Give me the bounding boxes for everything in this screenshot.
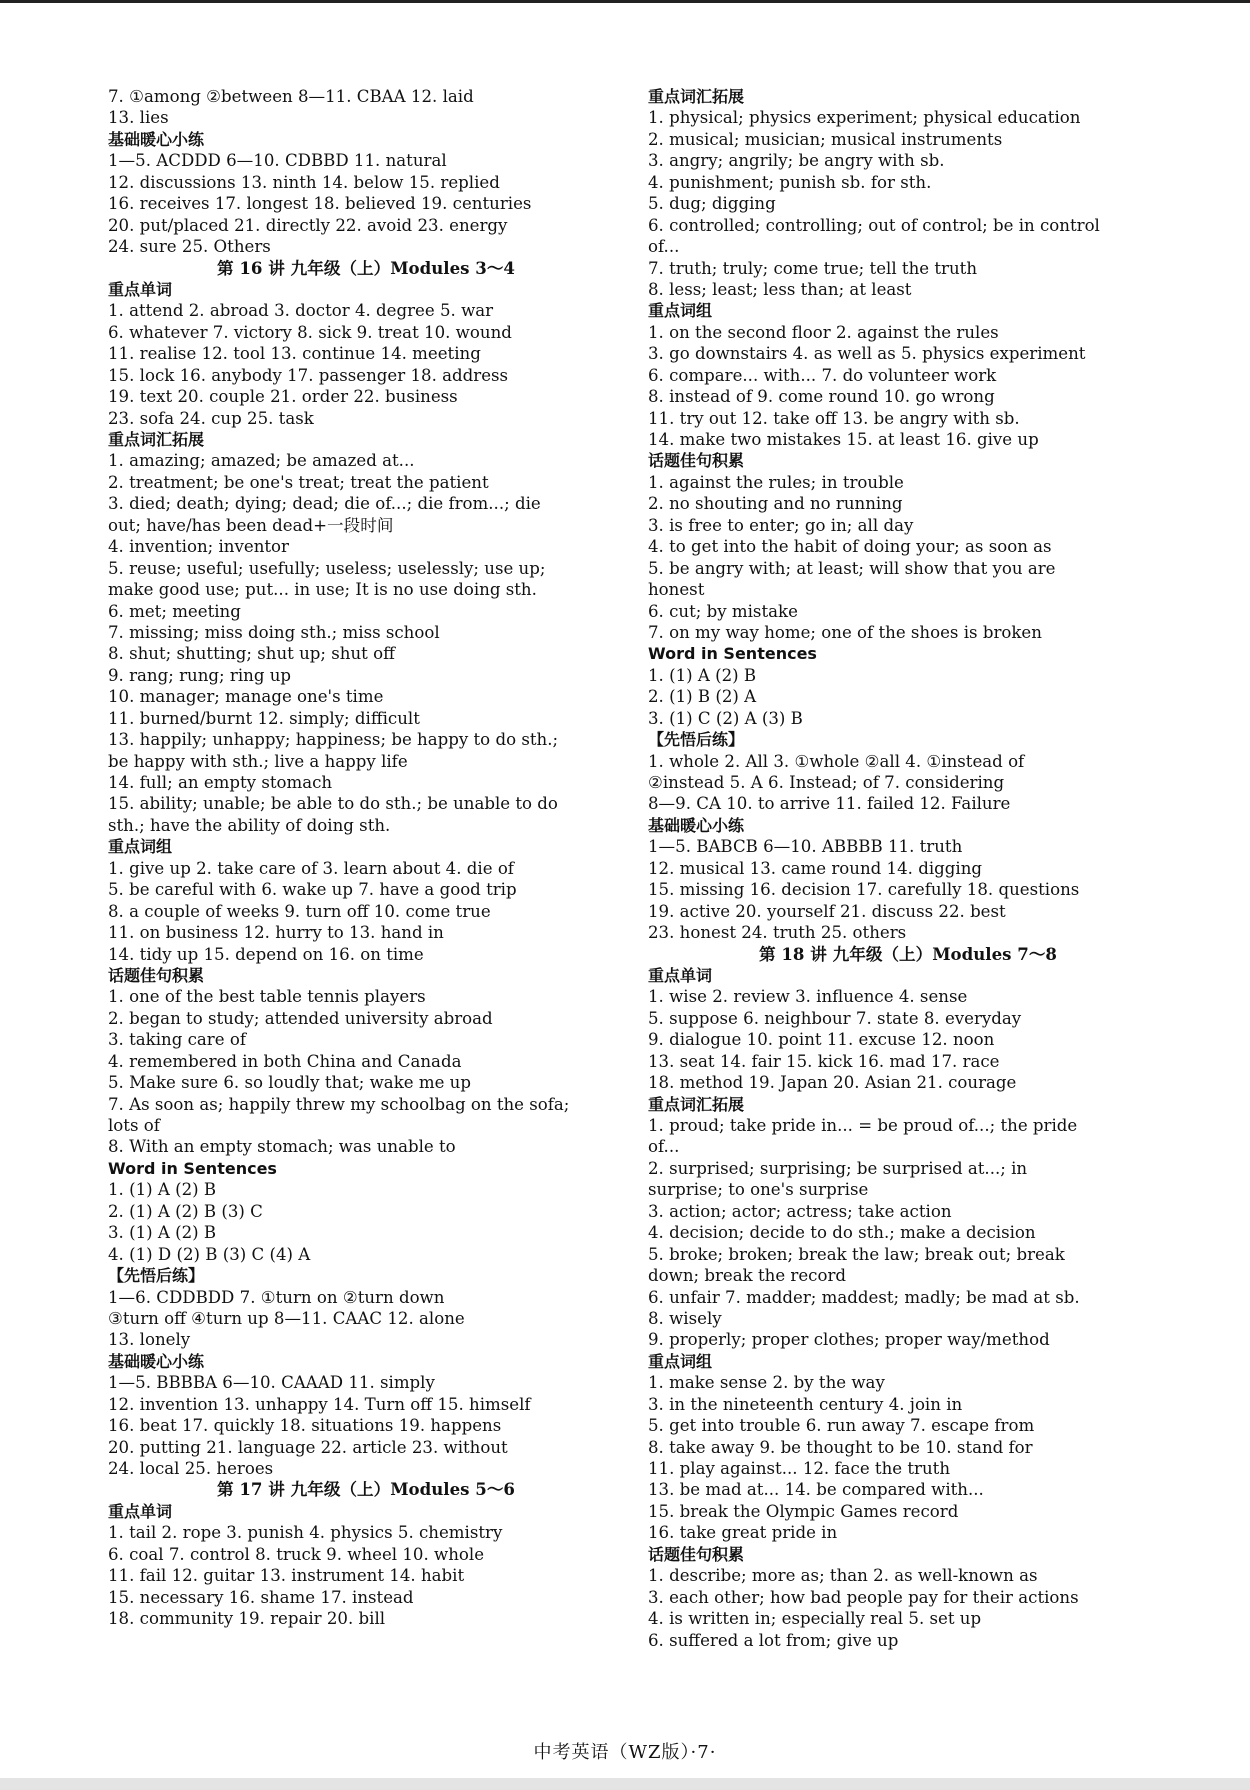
- answer-line: 18. community 19. repair 20. bill: [108, 1609, 386, 1629]
- answer-line: 23. sofa 24. cup 25. task: [108, 408, 314, 428]
- answer-line: 6. coal 7. control 8. truck 9. wheel 10. whole: [108, 1544, 485, 1564]
- answer-line: 13. lonely: [108, 1330, 191, 1350]
- answer-line: 8. wisely: [648, 1308, 722, 1328]
- answer-line: 1. wise 2. review 3. influence 4. sense: [648, 987, 968, 1007]
- answer-line: of...: [648, 1137, 680, 1157]
- answer-line: 5. reuse; useful; usefully; useless; uselessly; use up;: [108, 558, 546, 578]
- answer-line: 3. in the nineteenth century 4. join in: [648, 1394, 963, 1414]
- answer-line: 10. manager; manage one's time: [108, 687, 384, 707]
- answer-line: 4. is written in; especially real 5. set up: [648, 1609, 982, 1629]
- section-heading: Word in Sentences: [108, 1158, 277, 1178]
- answer-line: 9. properly; proper clothes; proper way/method: [648, 1330, 1050, 1350]
- left-column: [108, 86, 624, 1630]
- answer-line: 1—5. BABCB 6—10. ABBBB 11. truth: [648, 837, 963, 857]
- answer-line: 3. go downstairs 4. as well as 5. physics experiment: [648, 344, 1086, 364]
- answer-line: 7. on my way home; one of the shoes is broken: [648, 622, 1042, 642]
- answer-line: 1. make sense 2. by the way: [648, 1373, 885, 1393]
- answer-line: 13. happily; unhappy; happiness; be happy to do sth.;: [108, 730, 559, 750]
- answer-line: 11. fail 12. guitar 13. instrument 14. habit: [108, 1566, 465, 1586]
- answer-line: 15. ability; unable; be able to do sth.; be unable to do: [108, 794, 558, 814]
- answer-line: 11. try out 12. take off 13. be angry with sb.: [648, 408, 1020, 428]
- answer-line: 6. controlled; controlling; out of control; be in control: [648, 215, 1100, 235]
- answer-line: down; break the record: [648, 1266, 847, 1286]
- answer-line: 7. ①among ②between 8—11. CBAA 12. laid: [108, 87, 474, 106]
- answer-line: 11. realise 12. tool 13. continue 14. meeting: [108, 344, 481, 364]
- answer-line: lots of: [108, 1116, 160, 1135]
- answer-line: 11. play against... 12. face the truth: [648, 1459, 951, 1478]
- lesson-title: 第 16 讲 九年级（上）Modules 3～4: [217, 257, 515, 278]
- answer-line: 16. receives 17. longest 18. believed 19. centuries: [108, 194, 532, 214]
- answer-line: 4. remembered in both China and Canada: [108, 1051, 462, 1071]
- top-rule: [0, 0, 1250, 3]
- answer-line: 1—5. BBBBA 6—10. CAAAD 11. simply: [108, 1373, 435, 1393]
- answer-line: 16. take great pride in: [648, 1523, 838, 1543]
- answer-line: 23. honest 24. truth 25. others: [648, 923, 907, 943]
- section-heading: 【先悟后练】: [648, 730, 745, 750]
- answer-line: 14. full; an empty stomach: [108, 773, 333, 792]
- answer-line: 11. on business 12. hurry to 13. hand in: [108, 923, 444, 943]
- answer-line: 2. musical; musician; musical instruments: [648, 129, 1003, 149]
- section-heading: 重点词组: [648, 1351, 713, 1371]
- answer-line: 7. As soon as; happily threw my schoolbag on the sofa;: [108, 1094, 570, 1114]
- answer-line: 2. (1) B (2) A: [648, 687, 757, 707]
- answer-line: 4. to get into the habit of doing your; as soon as: [648, 537, 1052, 557]
- answer-line: 6. compare... with... 7. do volunteer work: [648, 365, 997, 385]
- answer-line: 5. be angry with; at least; will show that you are: [648, 558, 1056, 578]
- answer-line: 3. action; actor; actress; take action: [648, 1201, 952, 1221]
- section-heading: 重点词汇拓展: [108, 430, 205, 449]
- answer-line: 19. text 20. couple 21. order 22. business: [108, 387, 458, 407]
- answer-line: 4. (1) D (2) B (3) C (4) A: [108, 1244, 311, 1264]
- answer-line: 2. began to study; attended university abroad: [108, 1008, 493, 1028]
- answer-line: 9. dialogue 10. point 11. excuse 12. noon: [648, 1030, 995, 1050]
- answer-line: 8. instead of 9. come round 10. go wrong: [648, 387, 995, 407]
- answer-line: 1. against the rules; in trouble: [648, 472, 904, 492]
- answer-line: 6. cut; by mistake: [648, 601, 798, 621]
- page-footer: 中考英语（WZ版）·7·: [533, 1742, 717, 1763]
- answer-line: 11. burned/burnt 12. simply; difficult: [108, 708, 420, 728]
- answer-line: 6. unfair 7. madder; maddest; madly; be mad at sb.: [648, 1287, 1080, 1307]
- answer-line: 1. one of the best table tennis players: [108, 987, 426, 1007]
- section-heading: 话题佳句积累: [108, 965, 205, 985]
- lesson-title: 第 17 讲 九年级（上）Modules 5～6: [217, 1479, 515, 1500]
- section-heading: 重点词组: [108, 837, 173, 857]
- answer-line: 2. (1) A (2) B (3) C: [108, 1201, 263, 1221]
- answer-line: 3. (1) A (2) B: [108, 1223, 217, 1243]
- answer-line: 5. suppose 6. neighbour 7. state 8. everyday: [648, 1008, 1022, 1028]
- answer-line: 7. missing; miss doing sth.; miss school: [108, 622, 440, 642]
- section-heading: 重点词汇拓展: [648, 1094, 745, 1114]
- answer-line: 1—5. ACDDD 6—10. CDBBD 11. natural: [108, 151, 447, 171]
- section-heading: 基础暖心小练: [108, 1351, 205, 1371]
- answer-line: 15. necessary 16. shame 17. instead: [108, 1587, 414, 1607]
- answer-line: 4. invention; inventor: [108, 537, 289, 557]
- answer-line: 2. surprised; surprising; be surprised at...; in: [648, 1158, 1028, 1178]
- answer-line: ②instead 5. A 6. Instead; of 7. considering: [648, 773, 1005, 792]
- answer-line: 12. discussions 13. ninth 14. below 15. replied: [108, 172, 500, 192]
- answer-line: 15. lock 16. anybody 17. passenger 18. address: [108, 365, 509, 385]
- answer-line: 12. musical 13. came round 14. digging: [648, 858, 983, 878]
- answer-line: 8. shut; shutting; shut up; shut off: [108, 644, 395, 664]
- answer-line: 5. be careful with 6. wake up 7. have a good trip: [108, 880, 517, 900]
- answer-line: 2. treatment; be one's treat; treat the patient: [108, 472, 489, 492]
- answer-line: 2. no shouting and no running: [648, 494, 903, 514]
- answer-line: 15. break the Olympic Games record: [648, 1501, 959, 1521]
- answer-line: 13. lies: [108, 108, 169, 128]
- section-heading: Word in Sentences: [648, 644, 817, 664]
- answer-line: 1. (1) A (2) B: [108, 1180, 217, 1200]
- answer-line: 1. on the second floor 2. against the rules: [648, 322, 999, 342]
- section-heading: 基础暖心小练: [648, 815, 745, 835]
- answer-line: 1. physical; physics experiment; physical education: [648, 108, 1081, 128]
- answer-line: 3. angry; angrily; be angry with sb.: [648, 151, 945, 171]
- answer-line: surprise; to one's surprise: [648, 1180, 869, 1200]
- answer-line: 4. decision; decide to do sth.; make a decision: [648, 1223, 1036, 1243]
- answer-line: 3. taking care of: [108, 1030, 246, 1050]
- answer-line: 5. get into trouble 6. run away 7. escape from: [648, 1416, 1035, 1436]
- section-heading: 【先悟后练】: [108, 1266, 205, 1286]
- answer-line: 8—9. CA 10. to arrive 11. failed 12. Failure: [648, 794, 1011, 814]
- answer-line: 3. is free to enter; go in; all day: [648, 515, 914, 535]
- answer-line: 1. whole 2. All 3. ①whole ②all 4. ①instead of: [648, 751, 1025, 771]
- answer-line: 13. seat 14. fair 15. kick 16. mad 17. race: [648, 1051, 1000, 1071]
- answer-line: 1. describe; more as; than 2. as well-known as: [648, 1566, 1038, 1586]
- answer-line: 6. suffered a lot from; give up: [648, 1630, 899, 1650]
- answer-line: 5. broke; broken; break the law; break out; break: [648, 1244, 1065, 1264]
- answer-line: 1. give up 2. take care of 3. learn about 4. die of: [108, 858, 514, 878]
- section-heading: 重点单词: [648, 965, 713, 985]
- answer-line: honest: [648, 580, 705, 600]
- answer-line: 7. truth; truly; come true; tell the truth: [648, 258, 978, 278]
- answer-line: of...: [648, 237, 680, 257]
- answer-line: 4. punishment; punish sb. for sth.: [648, 172, 932, 192]
- answer-line: 14. tidy up 15. depend on 16. on time: [108, 944, 424, 964]
- section-heading: 重点词组: [648, 301, 713, 321]
- answer-line: 15. missing 16. decision 17. carefully 18. questions: [648, 880, 1080, 900]
- answer-line: ③turn off ④turn up 8—11. CAAC 12. alone: [108, 1308, 465, 1328]
- right-column: [648, 86, 1168, 1651]
- answer-line: 20. put/placed 21. directly 22. avoid 23. energy: [108, 215, 508, 235]
- answer-line: 24. sure 25. Others: [108, 237, 271, 257]
- answer-line: 1. amazing; amazed; be amazed at...: [108, 451, 415, 471]
- answer-line: 8. a couple of weeks 9. turn off 10. come true: [108, 901, 491, 921]
- answer-line: 6. met; meeting: [108, 601, 241, 621]
- answer-line: 12. invention 13. unhappy 14. Turn off 15. himself: [108, 1394, 531, 1414]
- answer-line: 3. died; death; dying; dead; die of...; die from...; die: [108, 494, 541, 514]
- bottom-band: [0, 1778, 1250, 1790]
- answer-line: 14. make two mistakes 15. at least 16. give up: [648, 430, 1039, 449]
- answer-line: 20. putting 21. language 22. article 23. without: [108, 1437, 508, 1457]
- answer-line: 8. With an empty stomach; was unable to: [108, 1137, 456, 1157]
- answer-line: 5. dug; digging: [648, 194, 776, 214]
- section-heading: 话题佳句积累: [648, 451, 745, 471]
- section-heading: 重点单词: [108, 279, 173, 299]
- answer-line: 1. proud; take pride in... = be proud of...; the pride: [648, 1116, 1078, 1135]
- answer-line: 8. take away 9. be thought to be 10. stand for: [648, 1437, 1033, 1457]
- answer-line: 5. Make sure 6. so loudly that; wake me up: [108, 1073, 471, 1093]
- answer-line: 18. method 19. Japan 20. Asian 21. courage: [648, 1073, 1017, 1093]
- answer-line: 8. less; least; less than; at least: [648, 279, 912, 299]
- answer-line: sth.; have the ability of doing sth.: [108, 815, 391, 835]
- answer-line: make good use; put... in use; It is no use doing sth.: [108, 580, 537, 600]
- answer-line: 6. whatever 7. victory 8. sick 9. treat 10. wound: [108, 322, 512, 342]
- answer-line: 1—6. CDDBDD 7. ①turn on ②turn down: [108, 1287, 445, 1307]
- lesson-title: 第 18 讲 九年级（上）Modules 7～8: [759, 943, 1057, 964]
- answer-line: 3. (1) C (2) A (3) B: [648, 708, 803, 728]
- answer-line: 9. rang; rung; ring up: [108, 665, 292, 685]
- answer-line: 16. beat 17. quickly 18. situations 19. happens: [108, 1416, 502, 1436]
- section-heading: 话题佳句积累: [648, 1544, 745, 1564]
- answer-line: 19. active 20. yourself 21. discuss 22. best: [648, 901, 1006, 921]
- section-heading: 基础暖心小练: [108, 129, 205, 149]
- answer-line: 24. local 25. heroes: [108, 1459, 274, 1478]
- answer-line: 1. (1) A (2) B: [648, 665, 757, 685]
- section-heading: 重点词汇拓展: [648, 87, 745, 106]
- answer-line: be happy with sth.; live a happy life: [108, 751, 408, 771]
- answer-line: 3. each other; how bad people pay for their actions: [648, 1587, 1079, 1607]
- section-heading: 重点单词: [108, 1501, 173, 1521]
- answer-line: 13. be mad at... 14. be compared with...: [648, 1480, 984, 1500]
- answer-line: 1. tail 2. rope 3. punish 4. physics 5. chemistry: [108, 1523, 503, 1543]
- answer-line: 1. attend 2. abroad 3. doctor 4. degree 5. war: [108, 301, 494, 321]
- answer-line: out; have/has been dead+一段时间: [108, 515, 394, 535]
